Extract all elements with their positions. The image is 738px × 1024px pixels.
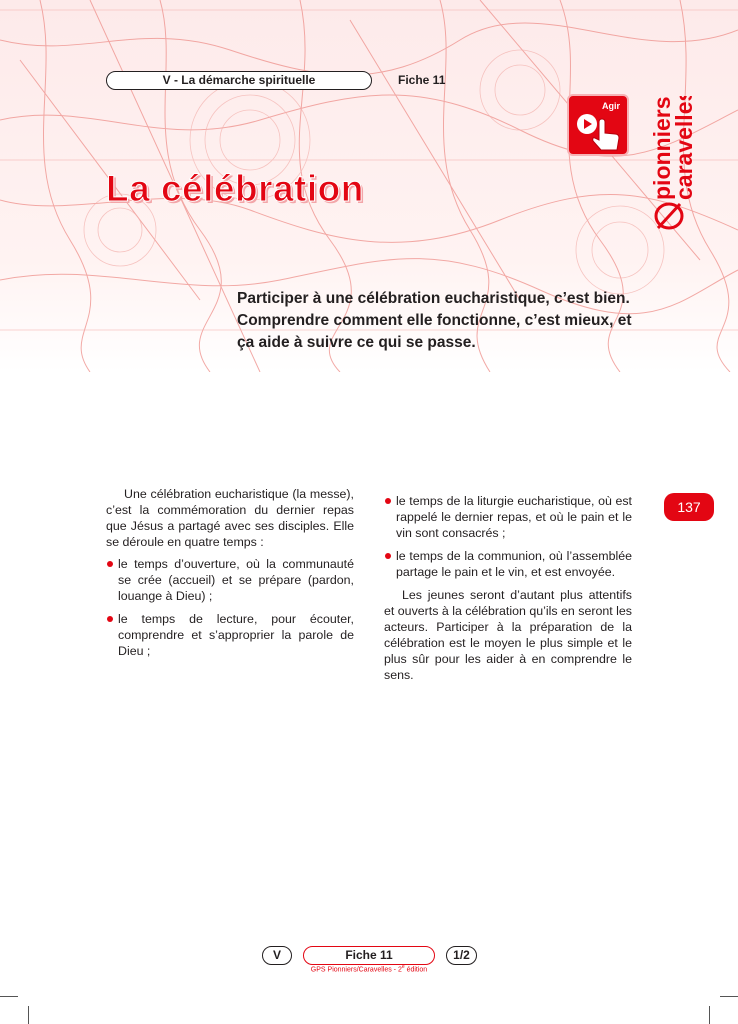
footer-credit [303, 964, 435, 973]
footer-credit-main: GPS Pionniers/Caravelles - 2 [310, 966, 402, 974]
crop-mark [28, 1006, 29, 1024]
list-item-text: le temps de la liturgie eucharistique, où est rappelé le dernier repas, et où le pain et le vin sont consacrés ; [396, 494, 632, 540]
footer-fiche: Fiche 11 [303, 946, 435, 965]
list-item [384, 493, 632, 541]
bullet-icon [385, 553, 391, 559]
bullet-icon [107, 561, 113, 567]
right-column [384, 493, 632, 689]
brand-line1: pionniers [649, 96, 675, 200]
footer-page: 1/2 [446, 946, 477, 965]
list-item-text: le temps de la communion, où l’assemblée partage le pain et le vin, et est envoyée. [396, 549, 632, 579]
intro-text: Participer à une célébration eucharistique, c’est bien. Comprendre comment elle fonctionne, c’est mieux, et ça aide à suivre ce qui se passe. [237, 290, 632, 351]
body-paragraph: Les jeunes seront d’autant plus attentifs et ouverts à la célébration qu’ils en seront les acteurs. Participer à la préparation de la célébration est le moyen le plus simple et le plus sûr pour les aider à en comprendre le sens. [384, 588, 632, 682]
bullet-icon [107, 616, 113, 622]
crop-mark [720, 996, 738, 997]
crop-mark [709, 1006, 710, 1024]
body-paragraph: Une célébration eucharistique (la messe), c’est la commémoration du dernier repas que Jésus a partagé avec ses disciples. Elle se déroule en quatre temps : [106, 487, 354, 549]
fiche-label: Fiche 11 [398, 73, 446, 87]
footer-credit-sup: e [401, 964, 405, 970]
agir-label: Agir [602, 101, 620, 111]
crop-mark [0, 996, 18, 997]
list-item-text: le temps d’ouverture, où la communauté se crée (accueil) et se prépare (pardon, louange à Dieu) ; [118, 557, 354, 603]
list-item [106, 556, 354, 604]
list-item [106, 611, 354, 659]
agir-badge [567, 94, 629, 156]
list-item [384, 548, 632, 580]
pc-logo-icon [646, 96, 706, 236]
page-number: 137 [664, 493, 714, 521]
list-item-text: le temps de lecture, pour écouter, comprendre et s’approprier la parole de Dieu ; [118, 612, 354, 658]
footer-section: V [262, 946, 292, 965]
section-label: V - La démarche spirituelle [106, 71, 372, 90]
brand-logo [646, 96, 706, 236]
page-title: La célébration [106, 168, 364, 209]
bullet-icon [385, 498, 391, 504]
left-column [106, 486, 354, 666]
brand-line2: caravelles [671, 96, 697, 200]
hand-pointer-icon [573, 108, 627, 154]
footer-credit-end: édition [404, 966, 428, 974]
